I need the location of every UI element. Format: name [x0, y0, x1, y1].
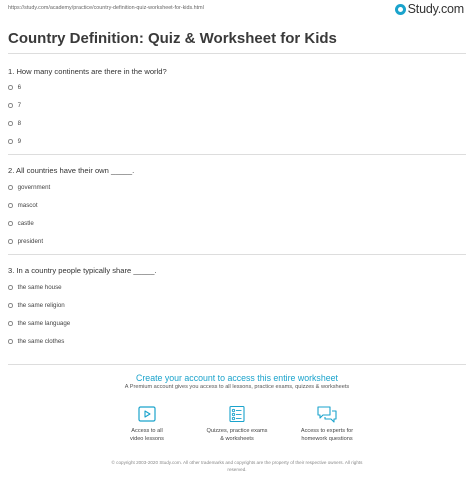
option[interactable]: [8, 84, 21, 91]
radio-icon[interactable]: [8, 239, 13, 244]
option[interactable]: [8, 220, 34, 227]
radio-icon[interactable]: [8, 321, 13, 326]
question-3: 3. In a country people typically share _____.: [8, 266, 157, 275]
study-logo[interactable]: [395, 2, 464, 16]
option-label: castle: [17, 220, 34, 227]
option-label: the same language: [17, 320, 71, 327]
feature-label-line2: & worksheets: [220, 436, 254, 443]
radio-icon[interactable]: [8, 303, 13, 308]
option-label: 6: [17, 84, 22, 91]
radio-icon[interactable]: [8, 121, 13, 126]
copyright-footer: [0, 459, 474, 474]
option[interactable]: [8, 184, 50, 191]
radio-icon[interactable]: [8, 85, 13, 90]
option[interactable]: [8, 202, 38, 209]
option-label: 7: [17, 102, 22, 109]
top-bar: [0, 0, 474, 18]
option-label: 9: [17, 138, 22, 145]
option[interactable]: [8, 102, 21, 109]
option[interactable]: [8, 120, 21, 127]
radio-icon[interactable]: [8, 185, 13, 190]
option[interactable]: [8, 284, 62, 291]
copyright-line1: © copyright 2003-2020 Study.com. All other trademarks and copyrights are the property of their respective owners. All rights: [111, 460, 363, 465]
question-2: 2. All countries have their own _____.: [8, 166, 135, 175]
question-divider: [8, 154, 466, 155]
feature-label-line1: Access to all: [131, 428, 163, 434]
radio-icon[interactable]: [8, 221, 13, 226]
create-account-link[interactable]: Create your account to access this entire worksheet: [136, 373, 338, 383]
cta-divider: [8, 364, 466, 365]
option-label: the same religion: [17, 302, 65, 309]
option[interactable]: [8, 302, 65, 309]
option-label: the same clothes: [17, 338, 65, 345]
option-label: government: [17, 184, 51, 191]
option-label: 8: [17, 120, 22, 127]
option-label: the same house: [17, 284, 62, 291]
feature-label-line1: Quizzes, practice exams: [206, 428, 268, 434]
option[interactable]: [8, 320, 70, 327]
page-title: Country Definition: Quiz & Worksheet for Kids: [8, 30, 337, 47]
logo-text: Study.com: [407, 2, 464, 16]
radio-icon[interactable]: [8, 103, 13, 108]
option-label: mascot: [17, 202, 38, 209]
radio-icon[interactable]: [8, 285, 13, 290]
feature-label-line2: video lessons: [130, 436, 164, 443]
page-url: https://study.com/academy/practice/country-definition-quiz-worksheet-for-kids.html: [8, 5, 204, 11]
copyright-line2: reserved.: [227, 467, 247, 473]
option[interactable]: [8, 338, 64, 345]
question-divider: [8, 254, 466, 255]
feature-experts: [277, 404, 377, 443]
radio-icon[interactable]: [8, 139, 13, 144]
feature-video-lessons: [97, 404, 197, 443]
radio-icon[interactable]: [8, 203, 13, 208]
video-play-icon: [137, 404, 157, 424]
feature-label-line2: homework questions: [301, 436, 353, 443]
checklist-icon: [227, 404, 247, 424]
option[interactable]: [8, 138, 21, 145]
option-label: president: [17, 238, 44, 245]
question-1: 1. How many continents are there in the world?: [8, 67, 167, 76]
radio-icon[interactable]: [8, 339, 13, 344]
logo-circle-icon: [395, 4, 406, 15]
option[interactable]: [8, 238, 43, 245]
feature-quizzes: [187, 404, 287, 443]
title-divider: [8, 53, 466, 54]
chat-bubbles-icon: [316, 404, 338, 424]
feature-label-line1: Access to experts for: [300, 428, 354, 434]
cta-subtitle: A Premium account gives you access to all lessons, practice exams, quizzes & worksheets: [124, 384, 350, 390]
